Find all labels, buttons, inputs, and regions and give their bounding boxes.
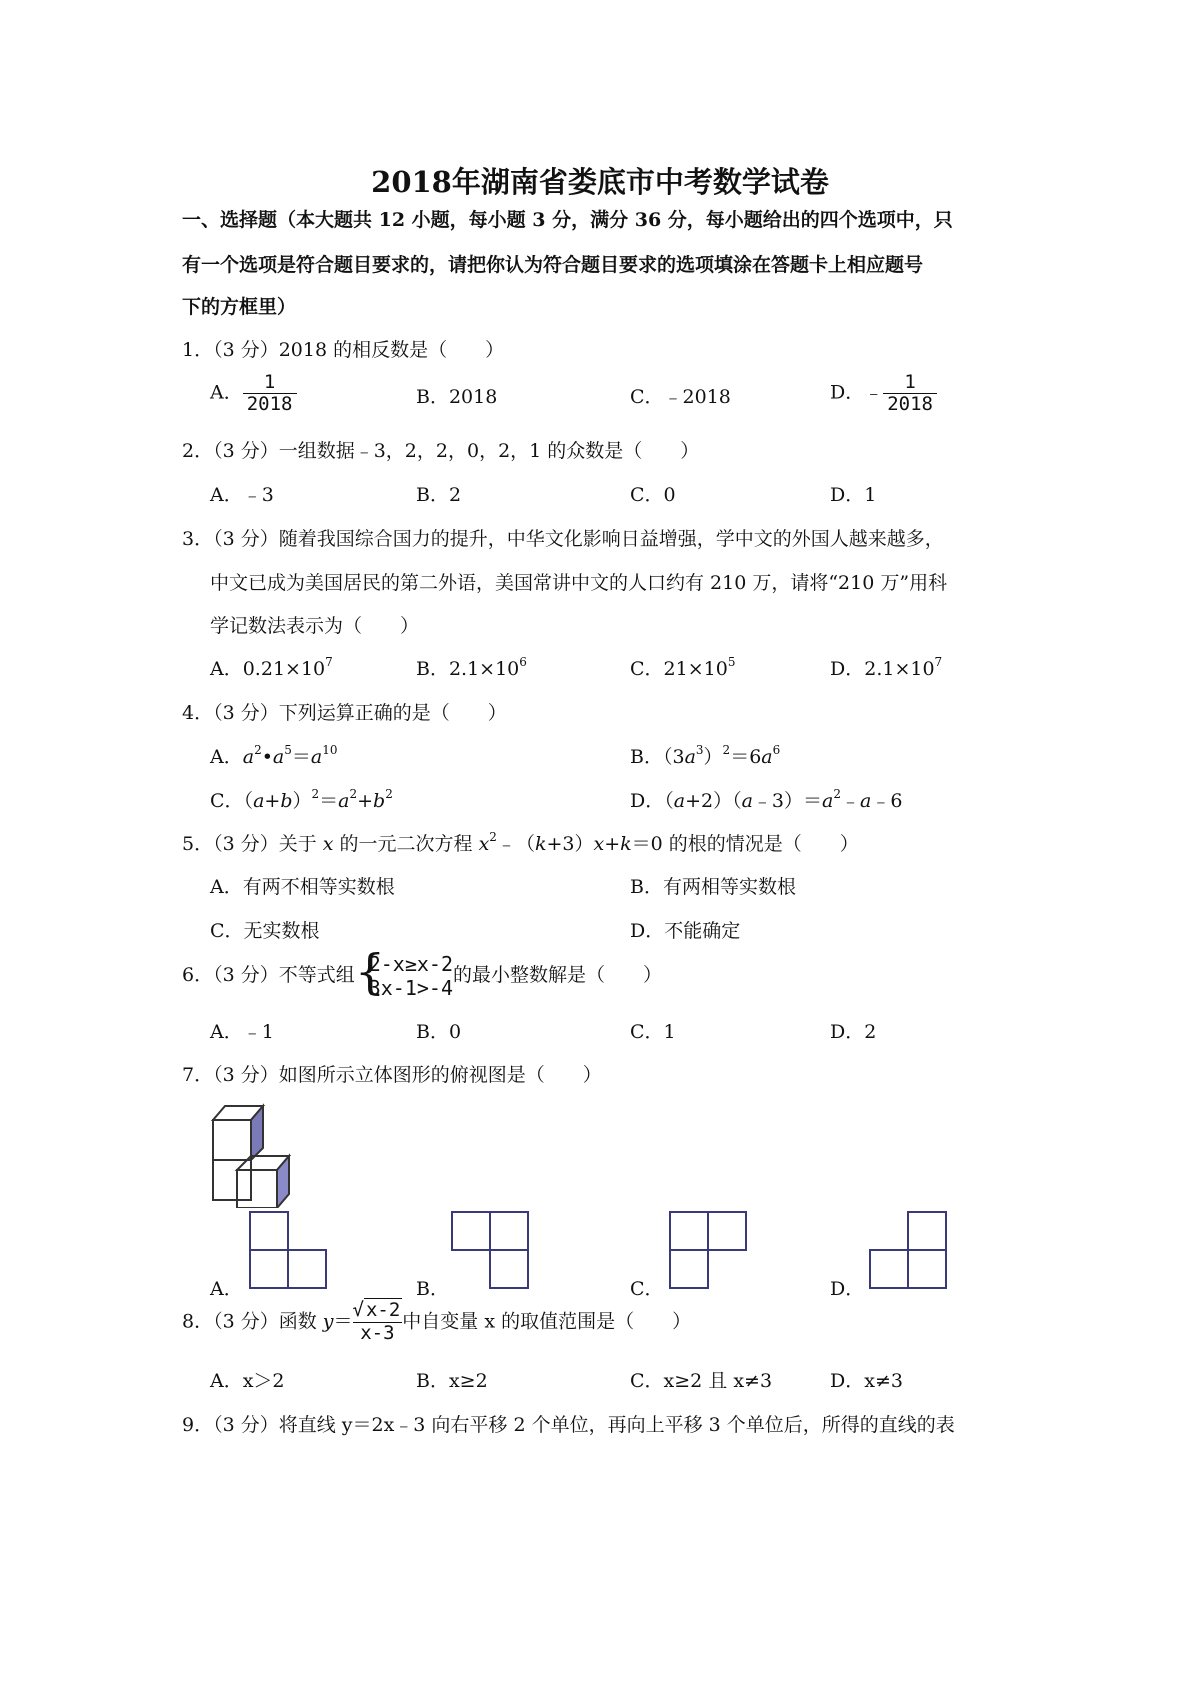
q7-option-b-figure: [450, 1210, 534, 1292]
q3-d-text: D．2.1×10: [830, 658, 935, 680]
view-square: [250, 1250, 288, 1288]
q4-b-label: B．: [630, 746, 663, 768]
cube-side-face: [251, 1106, 263, 1160]
view-square: [908, 1212, 946, 1250]
section-heading-line-1: 一、选择题（本大题共 12 小题，每小题 3 分，满分 36 分，每小题给出的四个选项中，只: [182, 209, 953, 231]
question-8-stem: 8．（3 分）函数 y＝ $\frac{√ x-2}{x-3}$ 中自变量 x 的取值范围是（ ）: [182, 1299, 692, 1344]
view-square: [452, 1212, 490, 1250]
q1-option-a-fraction: [243, 372, 297, 415]
q7-option-b: B．: [416, 1278, 449, 1300]
question-3-stem-line-1: 3．（3 分）随着我国综合国力的提升，中华文化影响日益增强，学中文的外国人越来越多，: [182, 528, 944, 550]
q1-a-denominator: 2018: [243, 393, 297, 415]
q2-option-c: C．0: [630, 484, 676, 506]
q1-option-c: C．﹣2018: [630, 386, 731, 408]
q1-option-d-fraction: [883, 372, 937, 415]
q8-option-c: C．x≥2 且 x≠3: [630, 1370, 773, 1392]
q8-fraction: [353, 1300, 403, 1345]
cube-front-face: [213, 1160, 251, 1200]
q6-inequality-1: 2-x≥x-2: [368, 952, 454, 976]
question-5-stem: 5．（3 分）关于 x 的一元二次方程 $x^2﹣(k+3)x+k=0$ 的根的情况是（ ）: [182, 829, 859, 855]
q6-inequality-2: 3x-1>-4: [368, 976, 454, 1000]
view-square: [670, 1212, 708, 1250]
section-heading-line-3: 下的方框里）: [182, 296, 297, 318]
q3-option-a: [210, 654, 333, 681]
q2-option-a: A．﹣3: [210, 484, 274, 506]
q7-option-a: A．: [210, 1278, 243, 1300]
cube-side-face: [277, 1156, 289, 1208]
page-title: 2018年湖南省娄底市中考数学试卷: [371, 165, 829, 199]
q1-option-a: [210, 372, 297, 415]
q1-option-a-label: A．: [210, 381, 243, 404]
q3-c-text: C．21×10: [630, 658, 728, 680]
q4-c-label: C．: [210, 790, 244, 812]
q3-option-b: [416, 654, 527, 681]
question-6-stem: [182, 944, 663, 1000]
q1-a-numerator: 1: [263, 371, 276, 393]
q4-option-c: C．$(a+b)^2=a^2+b^2$: [210, 786, 393, 812]
q6-stem-post: 的最小整数解是（ ）: [453, 964, 663, 986]
q7-option-d-figure: [868, 1210, 952, 1292]
left-brace-icon: {: [354, 944, 386, 1000]
q4-a-label: A．: [210, 746, 243, 768]
view-square: [708, 1212, 746, 1250]
question-2-stem: 2．（3 分）一组数据﹣3，2，2，0，2，1 的众数是（ ）: [182, 440, 700, 462]
q6-option-a: A．﹣1: [210, 1021, 274, 1043]
q6-option-d: D．2: [830, 1021, 877, 1043]
q8-denominator: x-3: [353, 1322, 403, 1345]
q5-option-a: A．有两不相等实数根: [210, 876, 395, 898]
q2-option-b: B．2: [416, 484, 462, 506]
q3-b-exponent: 6: [519, 654, 527, 669]
q6-option-c: C．1: [630, 1021, 676, 1043]
q8-stem-pre: 8．（3 分）函数: [182, 1310, 323, 1333]
q3-a-exponent: 7: [325, 654, 333, 669]
q5-stem-post: ＝0 的根的情况是（ ）: [631, 833, 859, 855]
q5-option-c: C．无实数根: [210, 920, 320, 942]
q5-option-d: D．不能确定: [630, 920, 741, 942]
question-7-stem: 7．（3 分）如图所示立体图形的俯视图是（ ）: [182, 1064, 602, 1086]
q3-a-text: A．0.21×10: [210, 658, 326, 680]
q7-solid-figure: [205, 1098, 305, 1208]
q5-stem-pre: 5．（3 分）关于: [182, 833, 323, 855]
q4-d-label: D．: [630, 790, 665, 812]
view-square: [908, 1250, 946, 1288]
q7-option-c: C．: [630, 1278, 664, 1300]
q1-option-d-label: D．﹣: [830, 381, 884, 404]
section-heading-line-2: 有一个选项是符合题目要求的，请把你认为符合题目要求的选项填涂在答题卡上相应题号: [182, 254, 924, 276]
q6-inequality-system: [354, 944, 454, 1000]
q3-option-d: [830, 654, 942, 681]
q3-d-exponent: 7: [934, 654, 943, 669]
q1-option-d: [830, 372, 937, 415]
q7-option-a-figure: [248, 1210, 332, 1292]
q7-option-d: D．: [830, 1278, 865, 1300]
q4-option-a: A．$a^2•a^5=a^{10}$: [210, 742, 338, 768]
view-square: [870, 1250, 908, 1288]
q8-option-a: A．x＞2: [210, 1370, 285, 1392]
cube-front-face: [213, 1120, 251, 1160]
q5-option-b: B．有两相等实数根: [630, 876, 796, 898]
view-square: [670, 1250, 708, 1288]
view-square: [490, 1212, 528, 1250]
view-square: [288, 1250, 326, 1288]
question-4-stem: 4．（3 分）下列运算正确的是（ ）: [182, 702, 507, 724]
q8-option-d: D．x≠3: [830, 1370, 903, 1392]
question-1-stem: 1．（3 分）2018 的相反数是（ ）: [182, 339, 505, 361]
q3-option-c: [630, 654, 735, 681]
question-3-stem-line-3: 学记数法表示为（ ）: [210, 615, 420, 637]
q1-option-b: B．2018: [416, 386, 498, 408]
q8-numerator: √ x-2: [352, 1299, 401, 1321]
q6-stem-pre: 6．（3 分）不等式组: [182, 964, 355, 986]
q4-option-d: D．$(a+2)(a﹣3)=a^2﹣a﹣6$: [630, 786, 903, 812]
view-square: [490, 1250, 528, 1288]
q8-radicand: x-2: [365, 1299, 401, 1321]
q2-option-d: D．1: [830, 484, 877, 506]
question-9-stem: 9．（3 分）将直线 y＝2x﹣3 向右平移 2 个单位，再向上平移 3 个单位后，所得的直线的表: [182, 1414, 955, 1436]
view-square: [250, 1212, 288, 1250]
q7-option-c-figure: [668, 1210, 752, 1292]
q5-stem-mid: 的一元二次方程: [333, 833, 479, 855]
cube-front-face: [237, 1170, 277, 1208]
q8-option-b: B．x≥2: [416, 1370, 488, 1392]
q8-stem-post: 中自变量 x 的取值范围是（ ）: [402, 1310, 692, 1333]
q3-c-exponent: 5: [727, 654, 736, 669]
q1-d-denominator: 2018: [883, 393, 937, 415]
q4-option-b: B．$(3a^3)^2=6a^6$: [630, 742, 781, 768]
q6-option-b: B．0: [416, 1021, 462, 1043]
q1-d-numerator: 1: [904, 371, 916, 393]
q3-b-text: B．2.1×10: [416, 658, 520, 680]
question-3-stem-line-2: 中文已成为美国居民的第二外语，美国常讲中文的人口约有 210 万，请将“210 万”用科: [210, 572, 948, 594]
